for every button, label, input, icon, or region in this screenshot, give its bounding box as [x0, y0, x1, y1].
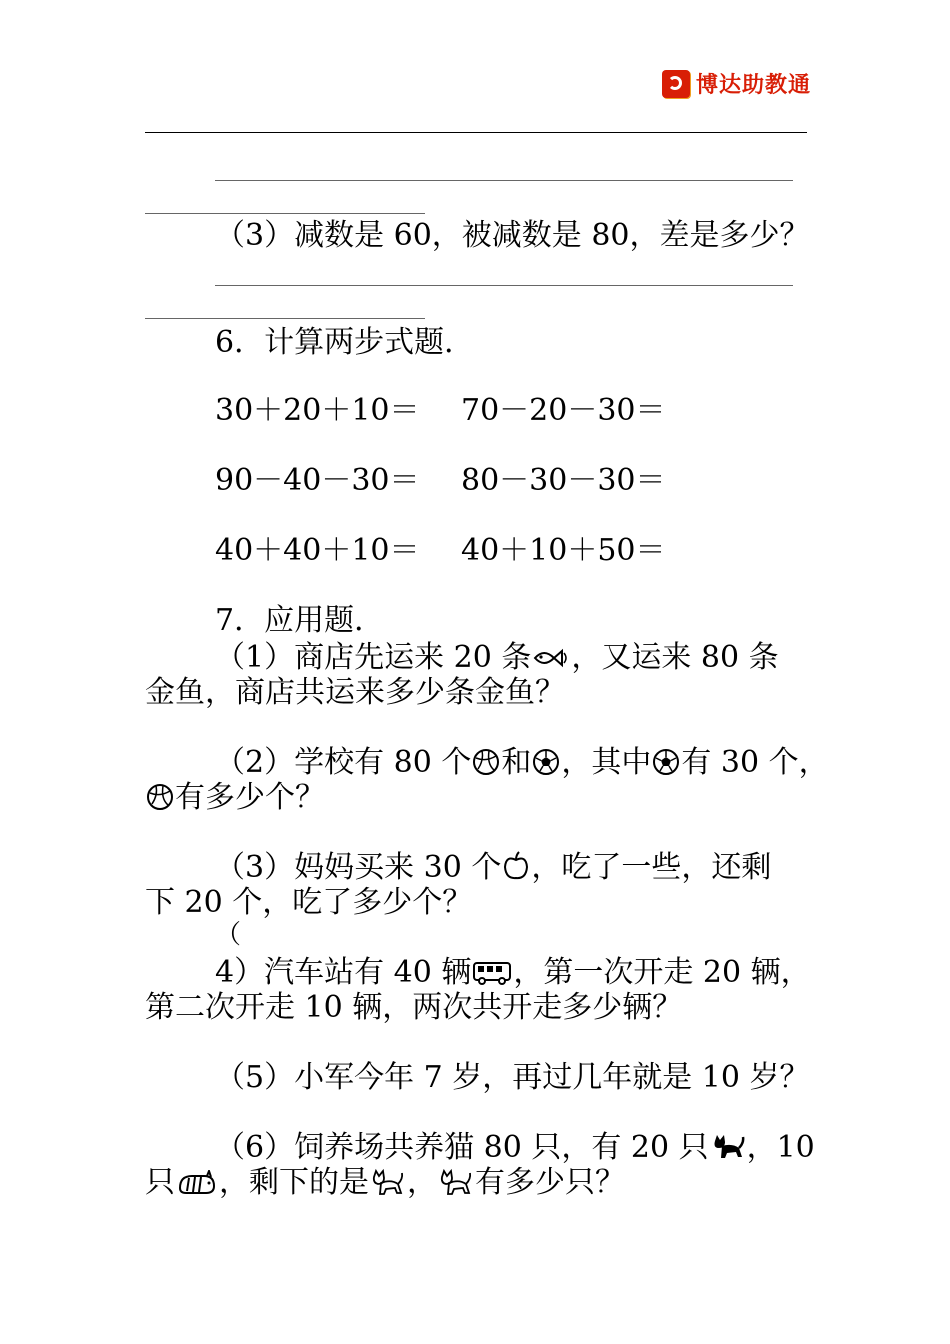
equation: 70－20－30＝: [461, 393, 666, 428]
section-6-title: 6．计算两步式题．: [215, 325, 475, 360]
question-5-3: （3）减数是 60，被减数是 80，差是多少？: [215, 218, 810, 253]
white-cat-icon: [370, 1168, 406, 1205]
divider-line: [145, 132, 807, 133]
equation-row: [215, 463, 666, 499]
problem-text: （2）学校有 80 个: [215, 745, 472, 780]
equation: 30＋20＋10＝: [215, 393, 420, 428]
answer-line: [215, 285, 793, 286]
answer-line: [215, 180, 793, 181]
soccer-ball-icon: [532, 748, 560, 785]
equation: 40＋40＋10＝: [215, 533, 420, 568]
problem-4-line-1: [215, 955, 811, 995]
volleyball-icon: [472, 748, 500, 785]
equation-row: [215, 533, 666, 569]
problem-4-line-2: 第二次开走 10 辆，两次共开走多少辆？: [145, 990, 683, 1025]
problem-1-line-1: [215, 640, 779, 680]
problem-text: ，第一次开走 20 辆，: [513, 955, 811, 990]
answer-line: [145, 318, 425, 319]
problem-text: 有多少个？: [175, 780, 325, 815]
soccer-ball-icon: [652, 748, 680, 785]
problem-text: ，吃了一些，还剩: [531, 850, 772, 885]
equation-row: [215, 393, 666, 429]
volleyball-icon: [146, 783, 174, 820]
problem-text: （3）妈妈买来 30 个: [215, 850, 502, 885]
problem-text: （1）商店先运来 20 条: [215, 640, 532, 675]
equation: 40＋10＋50＝: [461, 533, 666, 568]
problem-text: 有 30 个，: [681, 745, 829, 780]
equation: 80－30－30＝: [461, 463, 666, 498]
problem-5: （5）小军今年 7 岁，再过几年就是 10 岁？: [215, 1060, 810, 1095]
problem-text: 有多少只？: [475, 1165, 625, 1200]
problem-6-line-2: [145, 1165, 625, 1205]
answer-line: [145, 213, 425, 214]
problem-2-line-2: [145, 780, 325, 820]
problem-3-line-2: 下 20 个，吃了多少个？: [145, 885, 473, 920]
problem-text: ，: [407, 1165, 437, 1200]
section-7-title: 7．应用题．: [215, 603, 385, 638]
striped-cat-icon: [176, 1169, 218, 1205]
problem-2-line-1: [215, 745, 829, 785]
equation: 90－40－30＝: [215, 463, 420, 498]
problem-text: ，剩下的是: [219, 1165, 369, 1200]
logo-icon: [662, 70, 690, 98]
logo: [662, 68, 811, 99]
apple-icon: [502, 851, 530, 890]
problem-4-paren: （: [215, 920, 242, 950]
problem-6-line-1: [215, 1130, 815, 1170]
problem-3-line-1: [215, 850, 771, 890]
problem-text: ，10: [746, 1130, 815, 1165]
white-cat-icon: [438, 1168, 474, 1205]
problem-text: ，其中: [561, 745, 652, 780]
problem-text: 4）汽车站有 40 辆: [215, 955, 472, 990]
problem-text: 只: [145, 1165, 175, 1200]
problem-1-line-2: 金鱼，商店共运来多少条金鱼？: [145, 675, 565, 710]
problem-text: ，又运来 80 条: [571, 640, 779, 675]
logo-text: 博达助教通: [696, 73, 812, 98]
problem-text: 和: [501, 745, 532, 780]
problem-text: （6）饲养场共养猫 80 只，有 20 只: [215, 1130, 709, 1165]
black-cat-icon: [710, 1133, 746, 1170]
